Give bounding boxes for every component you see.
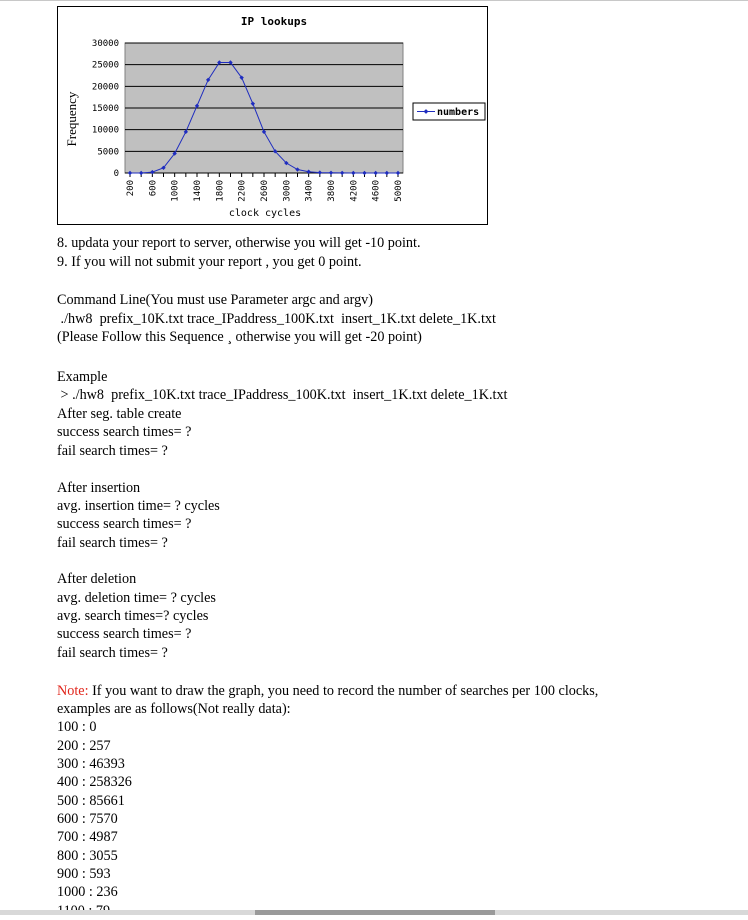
y-tick-label: 25000 — [91, 60, 119, 71]
x-tick-label: 3000 — [282, 180, 293, 202]
x-tick-label: 2200 — [237, 180, 248, 202]
insertion-success-line: success search times= ? — [57, 516, 192, 532]
x-axis-label: clock cycles — [228, 208, 302, 219]
legend-label: numbers — [437, 107, 480, 118]
x-tick-label: 4200 — [349, 180, 360, 202]
note-label: Note: — [57, 683, 89, 699]
deletion-success-line: success search times= ? — [57, 626, 192, 642]
y-tick-label: 0 — [113, 169, 119, 179]
command-line-note: (Please Follow this Sequence ¸ otherwise you will get -20 point) — [57, 329, 422, 345]
chart-canvas — [58, 7, 487, 224]
sample-row: 100 : 0 — [57, 719, 97, 735]
chart-title: IP lookups — [240, 15, 308, 28]
after-deletion-heading: After deletion — [57, 571, 137, 587]
sample-row: 500 : 85661 — [57, 793, 125, 809]
command-line-heading: Command Line(You must use Parameter argc and argv) — [57, 292, 374, 308]
rule-9: 9. If you will not submit your report , you get 0 point. — [57, 254, 362, 270]
note-text-continued: examples are as follows(Not really data): — [57, 701, 291, 717]
x-tick-label: 600 — [148, 180, 159, 197]
x-tick-label: 2600 — [260, 180, 270, 202]
x-tick-label: 4600 — [371, 180, 382, 202]
y-axis-label: Frequency — [64, 91, 79, 147]
y-tick-label: 30000 — [91, 39, 119, 49]
scrollbar-thumb[interactable] — [255, 910, 495, 915]
insertion-fail-line: fail search times= ? — [57, 535, 168, 551]
y-tick-label: 20000 — [91, 82, 119, 93]
y-tick-label: 15000 — [91, 104, 119, 114]
y-tick-label: 5000 — [97, 147, 119, 158]
sample-row: 400 : 258326 — [57, 774, 132, 790]
x-tick-label: 1400 — [193, 180, 203, 202]
x-tick-label: 1800 — [215, 180, 226, 202]
sample-row: 1000 : 236 — [57, 884, 118, 900]
seg-success-line: success search times= ? — [57, 424, 192, 440]
x-tick-label: 3400 — [304, 180, 315, 202]
top-border — [0, 0, 748, 1]
sample-row: 700 : 4987 — [57, 829, 118, 845]
sample-row: 900 : 593 — [57, 866, 111, 882]
sample-row: 300 : 46393 — [57, 756, 125, 772]
sample-row: 600 : 7570 — [57, 811, 118, 827]
deletion-avg-line: avg. deletion time= ? cycles — [57, 590, 216, 606]
x-tick-label: 200 — [126, 180, 136, 197]
note-paragraph — [57, 682, 598, 700]
x-tick-label: 5000 — [394, 180, 404, 202]
x-tick-label: 1000 — [170, 180, 181, 202]
after-seg-heading: After seg. table create — [57, 406, 182, 422]
deletion-search-line: avg. search times=? cycles — [57, 608, 209, 624]
sample-row: 800 : 3055 — [57, 848, 118, 864]
example-heading: Example — [57, 369, 108, 385]
example-command: > ./hw8 prefix_10K.txt trace_IPaddress_100K.txt insert_1K.txt delete_1K.txt — [57, 387, 508, 403]
after-insertion-heading: After insertion — [57, 480, 141, 496]
note-text: If you want to draw the graph, you need to record the number of searches per 100 clocks, — [88, 683, 599, 699]
y-tick-label: 10000 — [91, 125, 119, 136]
insertion-avg-line: avg. insertion time= ? cycles — [57, 498, 220, 514]
seg-fail-line: fail search times= ? — [57, 443, 168, 459]
x-tick-label: 3800 — [327, 180, 337, 202]
ip-lookups-chart — [57, 6, 488, 225]
sample-row: 200 : 257 — [57, 738, 111, 754]
rule-8: 8. updata your report to server, otherwise you will get -10 point. — [57, 235, 421, 251]
command-line-example: ./hw8 prefix_10K.txt trace_IPaddress_100K.txt insert_1K.txt delete_1K.txt — [57, 311, 496, 327]
deletion-fail-line: fail search times= ? — [57, 645, 168, 661]
